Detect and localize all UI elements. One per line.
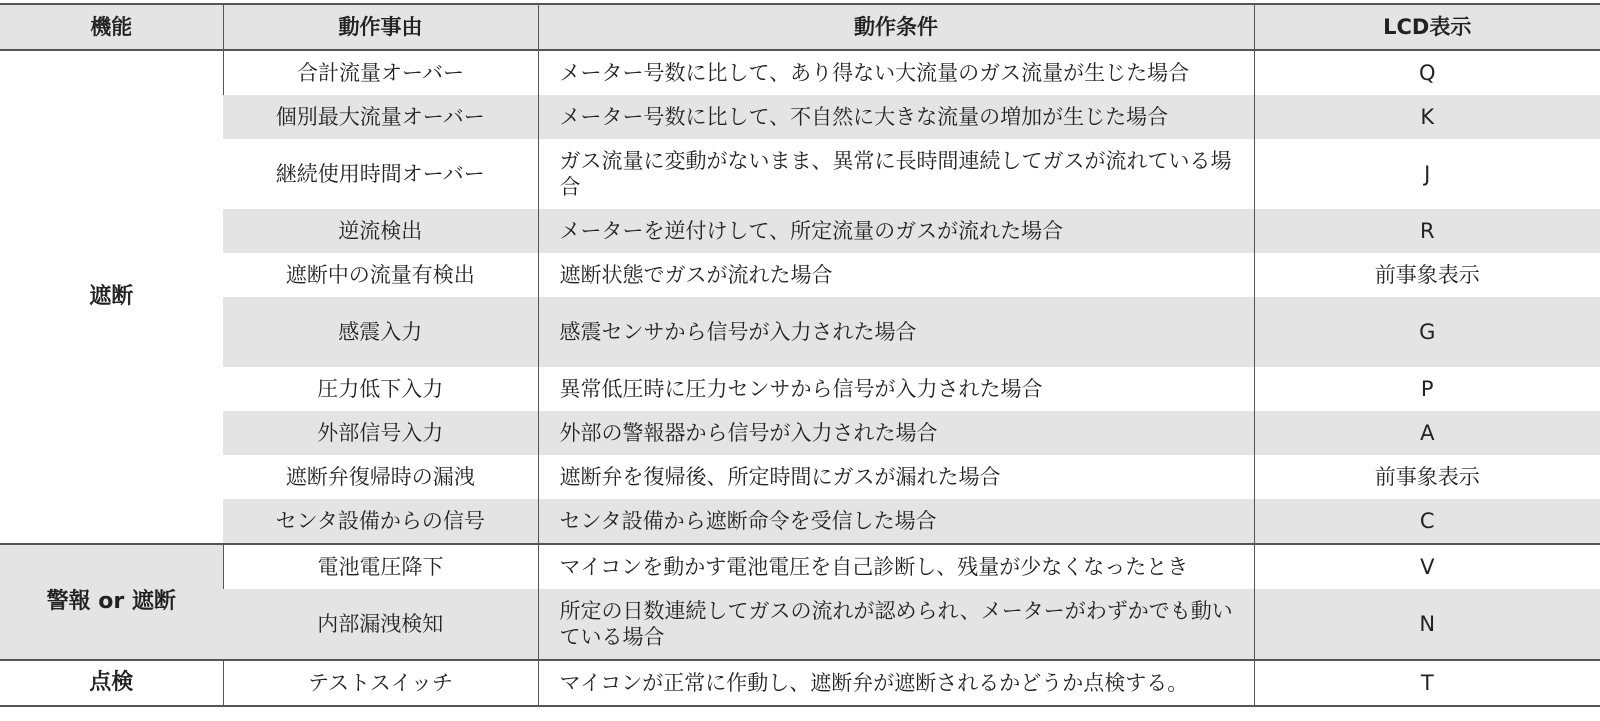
event-cell: センタ設備からの信号	[223, 499, 538, 544]
table-row	[0, 660, 1600, 706]
gas-meter-shutoff-table	[0, 3, 1600, 707]
header-event: 動作事由	[223, 4, 538, 50]
condition-cell: 遮断弁を復帰後、所定時間にガスが漏れた場合	[538, 455, 1254, 499]
table-row	[0, 411, 1600, 455]
event-cell: 外部信号入力	[223, 411, 538, 455]
event-cell: 遮断中の流量有検出	[223, 253, 538, 297]
table-row	[0, 139, 1600, 209]
lcd-cell: 前事象表示	[1254, 253, 1600, 297]
condition-cell: メーター号数に比して、あり得ない大流量のガス流量が生じた場合	[538, 50, 1254, 95]
lcd-cell: K	[1254, 95, 1600, 139]
condition-cell: 感震センサから信号が入力された場合	[538, 297, 1254, 367]
lcd-cell: 前事象表示	[1254, 455, 1600, 499]
table-row	[0, 95, 1600, 139]
lcd-cell: N	[1254, 589, 1600, 660]
lcd-cell: C	[1254, 499, 1600, 544]
lcd-cell: P	[1254, 367, 1600, 411]
event-cell: 逆流検出	[223, 209, 538, 253]
event-cell: 合計流量オーバー	[223, 50, 538, 95]
table-row	[0, 253, 1600, 297]
event-cell: 継続使用時間オーバー	[223, 139, 538, 209]
lcd-cell: G	[1254, 297, 1600, 367]
table-row	[0, 297, 1600, 367]
table-row	[0, 209, 1600, 253]
condition-cell: マイコンを動かす電池電圧を自己診断し、残量が少なくなったとき	[538, 544, 1254, 589]
event-cell: 圧力低下入力	[223, 367, 538, 411]
condition-cell: 外部の警報器から信号が入力された場合	[538, 411, 1254, 455]
table-row	[0, 50, 1600, 95]
header-condition: 動作条件	[538, 4, 1254, 50]
header-lcd: LCD表示	[1254, 4, 1600, 50]
condition-cell: マイコンが正常に作動し、遮断弁が遮断されるかどうか点検する。	[538, 660, 1254, 706]
event-cell: 個別最大流量オーバー	[223, 95, 538, 139]
condition-cell: 所定の日数連続してガスの流れが認められ、メーターがわずかでも動いている場合	[538, 589, 1254, 660]
lcd-cell: A	[1254, 411, 1600, 455]
condition-cell: メーター号数に比して、不自然に大きな流量の増加が生じた場合	[538, 95, 1254, 139]
header-function: 機能	[0, 4, 223, 50]
lcd-cell: R	[1254, 209, 1600, 253]
table-row	[0, 589, 1600, 660]
lcd-cell: T	[1254, 660, 1600, 706]
lcd-cell: V	[1254, 544, 1600, 589]
table-row	[0, 499, 1600, 544]
table-row	[0, 455, 1600, 499]
function-cell-inspection: 点検	[0, 660, 223, 706]
lcd-cell: Q	[1254, 50, 1600, 95]
condition-cell: 異常低圧時に圧力センサから信号が入力された場合	[538, 367, 1254, 411]
function-cell-shutoff: 遮断	[0, 50, 223, 544]
table-row	[0, 544, 1600, 589]
header-row	[0, 4, 1600, 50]
event-cell: テストスイッチ	[223, 660, 538, 706]
condition-cell: 遮断状態でガスが流れた場合	[538, 253, 1254, 297]
condition-cell: メーターを逆付けして、所定流量のガスが流れた場合	[538, 209, 1254, 253]
condition-cell: センタ設備から遮断命令を受信した場合	[538, 499, 1254, 544]
condition-cell: ガス流量に変動がないまま、異常に長時間連続してガスが流れている場合	[538, 139, 1254, 209]
event-cell: 電池電圧降下	[223, 544, 538, 589]
event-cell: 感震入力	[223, 297, 538, 367]
table-row	[0, 367, 1600, 411]
event-cell: 内部漏洩検知	[223, 589, 538, 660]
event-cell: 遮断弁復帰時の漏洩	[223, 455, 538, 499]
lcd-cell: J	[1254, 139, 1600, 209]
function-cell-alarm-or-shutoff: 警報 or 遮断	[0, 544, 223, 660]
